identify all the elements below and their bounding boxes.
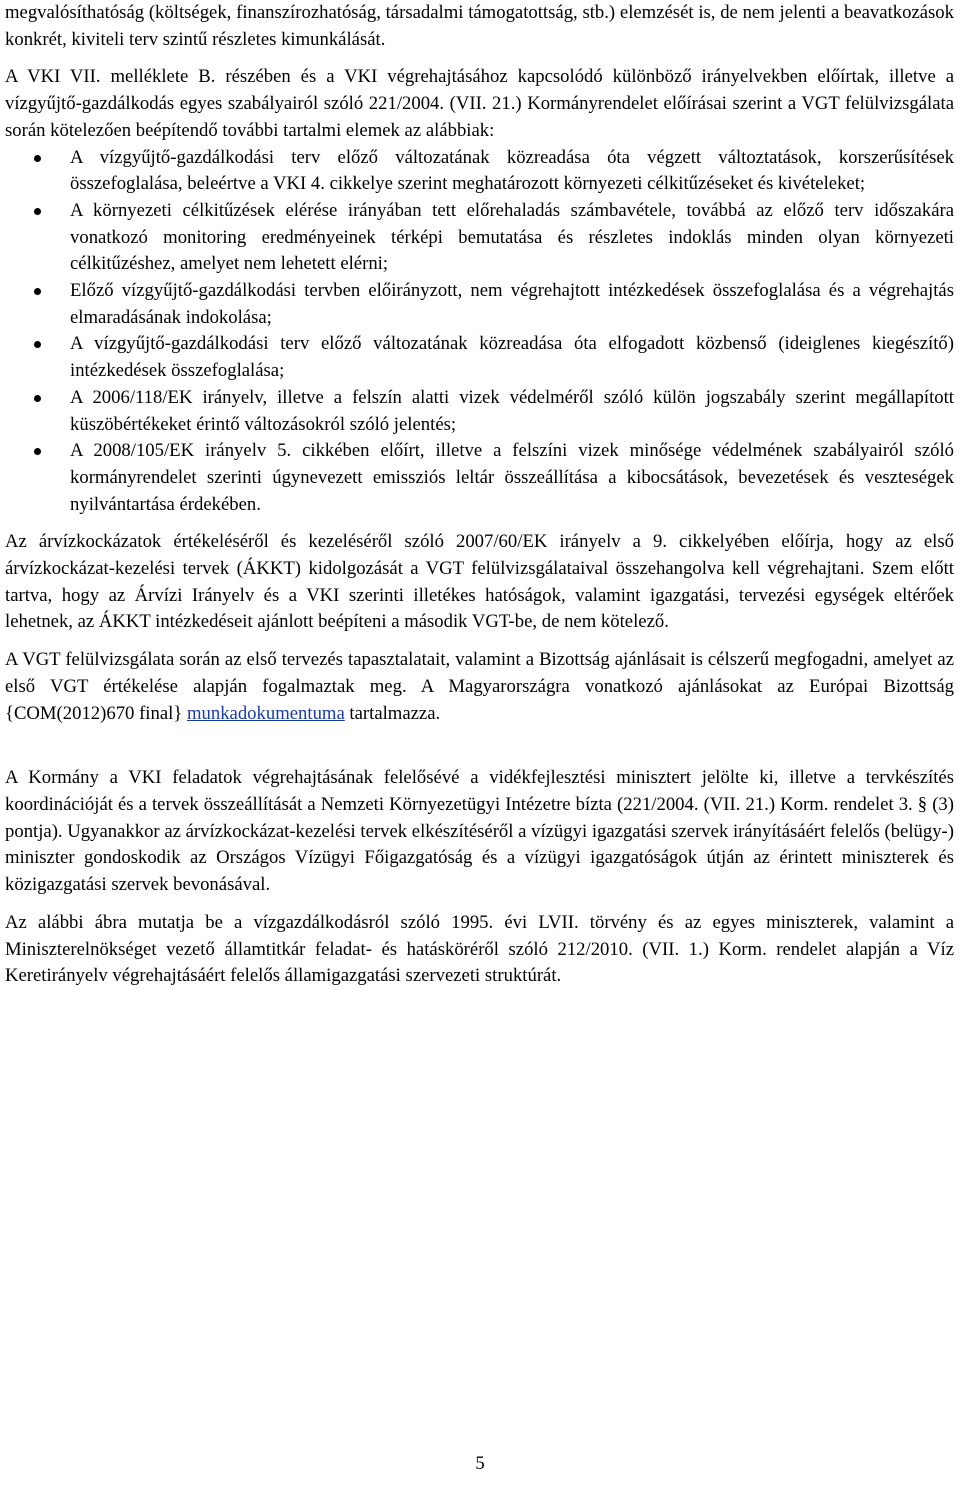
vki-paragraph: A VKI VII. melléklete B. részében és a VKI végrehajtásához kapcsolódó különböző irányelvekben előírtak, illetve a vízgyűjtő-gazdálkodás egyes szabályairól szóló 221/2004. (VII. 21.) Kormányrendelet előírásai szerint a VGT felülvizsgálata során kötelezően beépítendő további tartalmi elemek az alábbiak: <box>5 66 954 141</box>
bullet-icon <box>34 341 41 348</box>
bullet-icon <box>34 288 41 295</box>
intro-paragraph: megvalósíthatóság (költségek, finanszírozhatóság, társadalmi támogatottság, stb.) elemzését is, de nem jelenti a beavatkozások konkrét, kiviteli terv szintű részletes kimunkálását. <box>5 2 954 50</box>
list-item: A 2006/118/EK irányelv, illetve a felszín alatti vizek védelméről szóló külön jogszabály szerint megállapított küszöbértékeket érintő változásokról szóló jelentés; <box>5 385 954 438</box>
page-number: 5 <box>475 1453 485 1474</box>
list-item: Előző vízgyűjtő-gazdálkodási tervben előirányzott, nem végrehajtott intézkedések összefoglalása és a végrehajtás elmaradásának indokolása; <box>5 278 954 331</box>
abra-paragraph: Az alábbi ábra mutatja be a vízgazdálkodásról szóló 1995. évi LVII. törvény és az egyes miniszterek, valamint a Miniszterelnökséget vezető államtitkár feladat- és hatásköréről szóló 212/2010. (VII. 1.) Korm. rendelet alapján a Víz Keretirányelv végrehajtásáért felelős államigazgatási szervezeti struktúrát. <box>5 911 954 987</box>
list-item: A környezeti célkitűzések elérése irányában tett előrehaladás számbavétele, továbbá az előző terv időszakára vonatkozó monitoring eredményeinek térképi bemutatása és részletes indoklás minden olyan környezeti célkitűzéshez, amelyet nem lehetett elérni; <box>5 198 954 278</box>
bullet-icon <box>34 448 41 455</box>
list-item: A vízgyűjtő-gazdálkodási terv előző változatának közreadása óta végzett változtatások, korszerűsítések összefoglalása, beleértve a VKI 4. cikkelye szerint meghatározott környezeti célkitűzéseket és kivételeket; <box>5 145 954 198</box>
munkadokumentum-link[interactable]: munkadokumentuma <box>186 702 345 724</box>
vgt-paragraph: A VGT felülvizsgálata során az első tervezés tapasztalatait, valamint a Bizottság ajánlásait is célszerű megfogadni, amelyet az első VGT értékelése alapján fogalmaztak meg. A Magyarországra vonatkozó ajánlásokat az Európai Bizottság {COM(2012)670 final} munkadokumentuma tartalmazza. <box>5 649 954 724</box>
bullet-icon <box>34 395 41 402</box>
arviz-paragraph: Az árvízkockázatok értékeléséről és kezeléséről szóló 2007/60/EK irányelv a 9. cikkelyében előírja, hogy az első árvízkockázat-kezelési tervek (ÁKKT) kidolgozását a VGT felülvizsgálataival összehangolva kell végrehajtani. Szem előtt tartva, hogy az Árvízi Irányelv és a VKI szerinti illetékes hatóságok, valamint igazgatási, tervezési egységek eltérőek lehetnek, az ÁKKT intézkedéseit ajánlott beépíteni a második VGT-be, de nem kötelező. <box>5 531 954 633</box>
list-item: A vízgyűjtő-gazdálkodási terv előző változatának közreadása óta elfogadott közbenső (ideiglenes kiegészítő) intézkedések összefoglalása; <box>5 331 954 384</box>
requirements-list <box>5 145 954 519</box>
bullet-icon <box>34 208 41 215</box>
list-item: A 2008/105/EK irányelv 5. cikkében előírt, illetve a felszíni vizek minősége védelmének szabályairól szóló kormányrendelet szerinti úgynevezett emissziós leltár összeállítása a kibocsátások, bevezetések és veszteségek nyilvántartása érdekében. <box>5 438 954 518</box>
kormany-paragraph: A Kormány a VKI feladatok végrehajtásának felelősévé a vidékfejlesztési minisztert jelölte ki, illetve a tervkészítés koordinációját és a tervek összeállítását a Nemzeti Környezetügyi Intézetre bízta (221/2004. (VII. 21.) Korm. rendelet 3. § (3) pontja). Ugyanakkor az árvízkockázat-kezelési tervek elkészítéséről a vízügyi igazgatási szervek irányításáért felelős (belügy-) miniszter gondoskodik az Országos Vízügyi Főigazgatóság és a vízügyi igazgatóságok útján az érintett miniszterek és közigazgatási szervek bevonásával. <box>5 767 954 896</box>
bullet-icon <box>34 155 41 162</box>
